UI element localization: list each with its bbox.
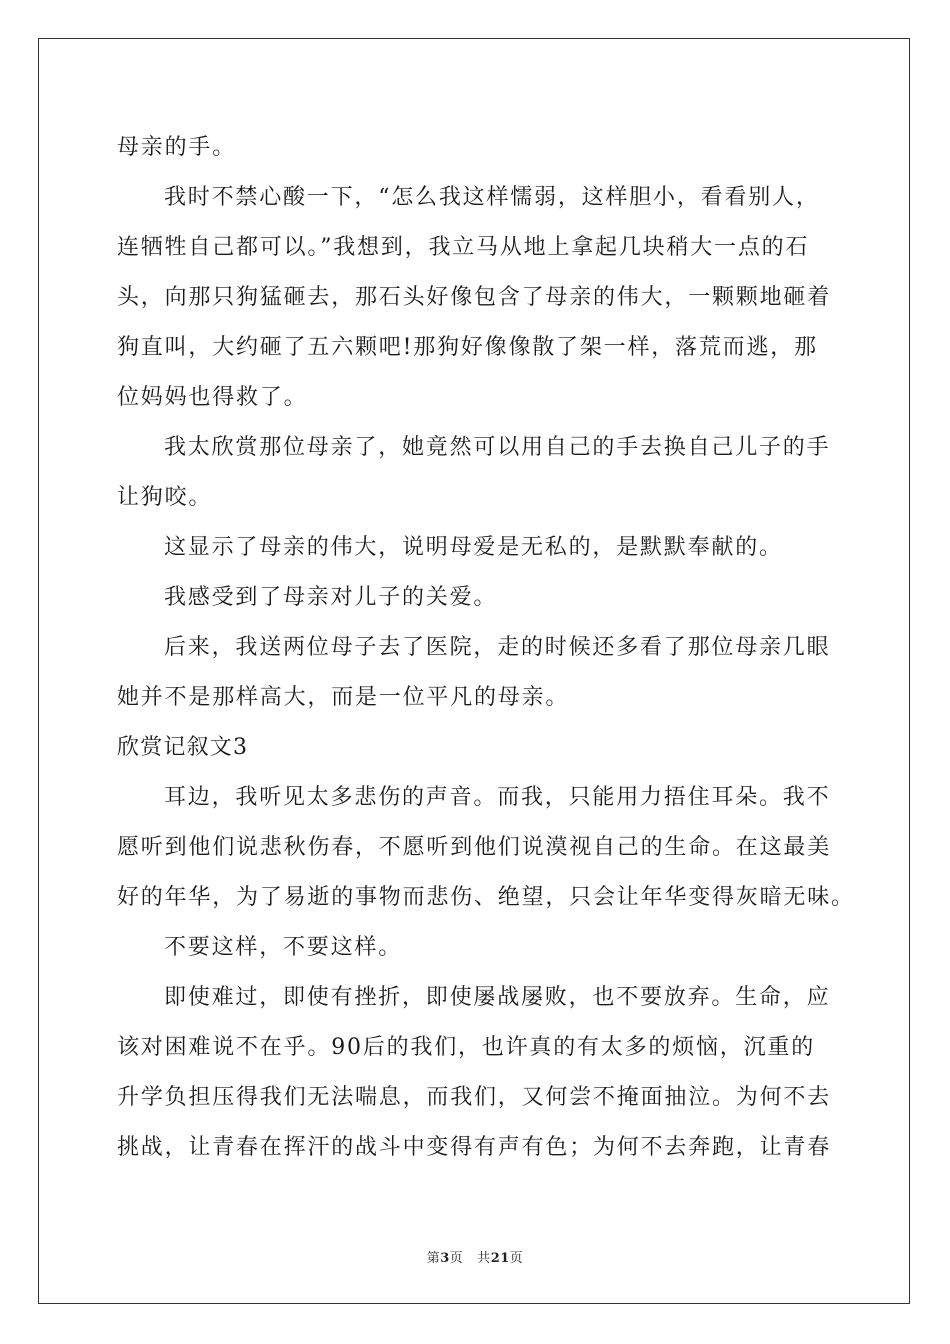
text-line: 升学负担压得我们无法喘息，而我们，又何尝不掩面抽泣。为何不去 [117, 1085, 832, 1110]
footer-total-prefix: 共 [477, 1251, 491, 1266]
text-line: 愿听到他们说悲秋伤春，不愿听到他们说漠视自己的生命。在这最美 [117, 835, 832, 860]
paragraph-line: 即使难过，即使有挫折，即使屡战屡败，也不要放弃。生命，应 [164, 985, 831, 1010]
paragraph-line: 我太欣赏那位母亲了，她竟然可以用自己的手去换自己儿子的手 [164, 435, 831, 460]
text-line: 该对困难说不在乎。90后的我们，也许真的有太多的烦恼，沉重的 [117, 1035, 815, 1060]
total-pages-number: 21 [490, 1251, 510, 1266]
text-line: 位妈妈也得救了。 [117, 385, 308, 410]
paragraph-line: 后来，我送两位母子去了医院，走的时候还多看了那位母亲几眼 [164, 635, 831, 660]
paragraph-line: 这显示了母亲的伟大，说明母爱是无私的，是默默奉献的。 [164, 535, 783, 560]
current-page-number: 3 [440, 1251, 450, 1266]
text-line: 头，向那只狗猛砸去，那石头好像包含了母亲的伟大，一颗颗地砸着 [117, 285, 832, 310]
paragraph-line: 耳边，我听见太多悲伤的声音。而我，只能用力捂住耳朵。我不 [164, 785, 831, 810]
paragraph-line: 不要这样，不要这样。 [164, 935, 403, 960]
text-line: 连牺牲自己都可以。”我想到，我立马从地上拿起几块稍大一点的石 [117, 235, 810, 260]
text-line: 狗直叫，大约砸了五六颗吧!那狗好像像散了架一样，落荒而逃，那 [117, 335, 818, 360]
paragraph-line: 我感受到了母亲对儿子的关爱。 [164, 585, 498, 610]
text-line: 好的年华，为了易逝的事物而悲伤、绝望，只会让年华变得灰暗无味。 [117, 885, 855, 910]
footer-page-suffix: 页 [449, 1251, 464, 1266]
text-line: 挑战，让青春在挥汗的战斗中变得有声有色；为何不去奔跑，让青春 [117, 1135, 832, 1160]
page-footer [0, 1247, 950, 1266]
text-line: 母亲的手。 [117, 135, 237, 160]
footer-prefix: 第 [426, 1251, 441, 1266]
text-line: 她并不是那样高大，而是一位平凡的母亲。 [117, 685, 570, 710]
section-heading: 欣赏记叙文3 [117, 735, 249, 760]
text-line: 让狗咬。 [117, 485, 213, 510]
paragraph-line: 我时不禁心酸一下，“怎么我这样懦弱，这样胆小，看看别人， [164, 185, 820, 210]
footer-total-suffix: 页 [509, 1251, 524, 1266]
